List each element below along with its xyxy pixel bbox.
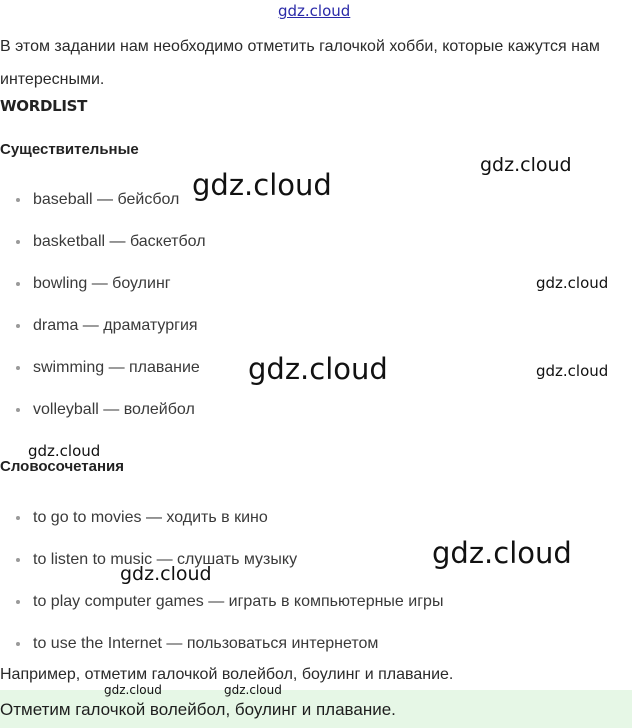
answer-box: [0, 690, 632, 728]
wordlist-heading: WORDLIST: [0, 97, 88, 115]
watermark: gdz.cloud: [432, 536, 572, 570]
watermark: gdz.cloud: [536, 274, 609, 292]
phrases-heading: Словосочетания: [0, 458, 125, 475]
bullet-icon: [16, 324, 20, 328]
watermark: gdz.cloud: [120, 563, 212, 585]
bullet-icon: [16, 408, 20, 412]
bullet-icon: [16, 558, 20, 562]
watermark: gdz.cloud: [480, 154, 572, 176]
watermark: gdz.cloud: [104, 683, 162, 697]
watermark: gdz.cloud: [536, 362, 609, 380]
bullet-icon: [16, 282, 20, 286]
watermark: gdz.cloud: [28, 442, 101, 460]
nouns-heading: Существительные: [0, 141, 139, 158]
page: gdz.cloud В этом задании нам необходимо отметить галочкой хобби, которые кажутся нам интересными. WORDLIST Существительные baseball — бейсбол basketball — баскетбол bowling — боулинг drama — драматургия swimming — плавание volleyball — волейбол Словосочетания to go to movies — ходить в кино to listen to music — слушать музыку to play computer games — играть в компьютерные игры to use the Internet — пользоваться интернетом Например, отметим галочкой волейбол, боулинг и плавание. Отметим галочкой волейбол, боулинг и плавание. gdz.cloud gdz.cloud gdz.cloud gdz.cloud gdz.cloud gdz.cloud gdz.cloud gdz.cloud gdz.cloud gdz.cloud: [0, 0, 632, 728]
bullet-icon: [16, 240, 20, 244]
watermark: gdz.cloud: [192, 168, 332, 202]
watermark: gdz.cloud: [224, 683, 282, 697]
bullet-icon: [16, 198, 20, 202]
bullet-icon: [16, 642, 20, 646]
bullet-icon: [16, 516, 20, 520]
watermark: gdz.cloud: [248, 352, 388, 386]
bullet-icon: [16, 600, 20, 604]
example-text: Например, отметим галочкой волейбол, боулинг и плавание.: [0, 666, 454, 683]
intro-text: В этом задании нам необходимо отметить галочкой хобби, которые кажутся нам интересными.: [0, 38, 600, 88]
bullet-icon: [16, 366, 20, 370]
watermark-link[interactable]: gdz.cloud: [278, 2, 351, 20]
answer-text: Отметим галочкой волейбол, боулинг и плавание.: [0, 700, 396, 719]
